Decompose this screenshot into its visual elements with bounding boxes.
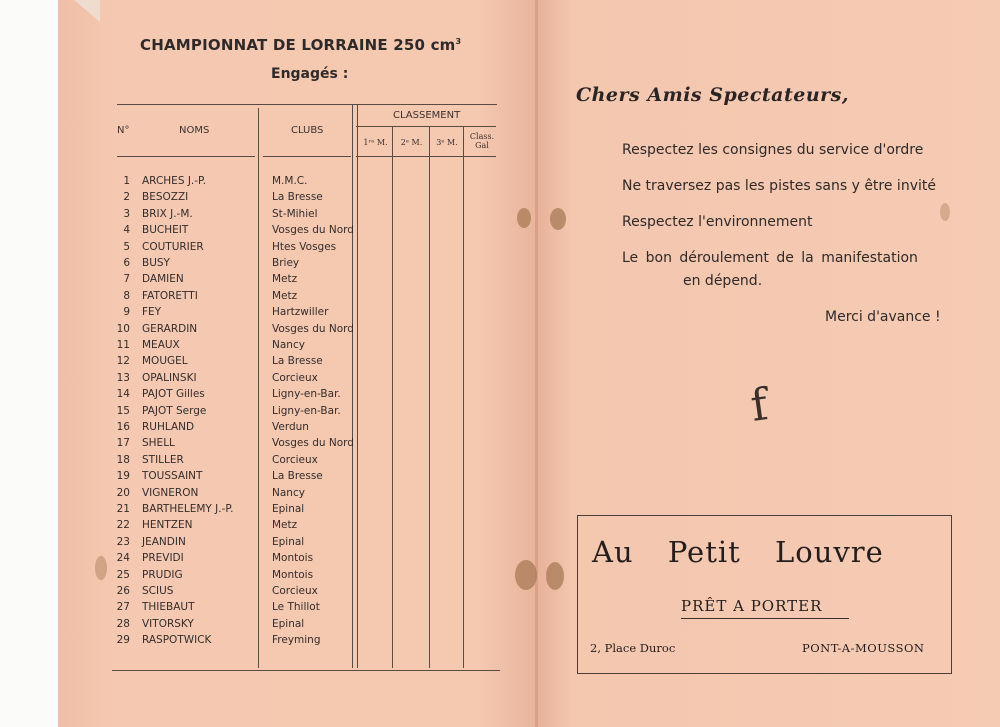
entrant-club: Montois xyxy=(272,552,314,565)
entrant-name: PRUDIG xyxy=(142,568,183,581)
entrant-name: COUTURIER xyxy=(142,240,204,253)
entrant-name: FATORETTI xyxy=(142,289,198,302)
entrant-number: 14 xyxy=(116,388,130,401)
header-rule xyxy=(356,156,496,157)
notice-line: Respectez les consignes du service d'ordre xyxy=(622,142,924,158)
entrant-number: 25 xyxy=(116,568,130,581)
shop-name: Au Petit Louvre xyxy=(592,535,884,569)
greeting: Chers Amis Spectateurs, xyxy=(576,84,849,106)
entrant-club: Vosges du Nord xyxy=(272,322,354,335)
entrant-number: 15 xyxy=(116,404,130,417)
entrant-number: 7 xyxy=(123,273,130,286)
entrant-name: PAJOT Gilles xyxy=(142,388,205,401)
entrant-club: Metz xyxy=(272,273,298,286)
table-top-rule xyxy=(117,104,497,105)
entrant-club: Corcieux xyxy=(272,371,318,384)
thanks-line: Merci d'avance ! xyxy=(825,309,941,325)
entrant-name: BRIX J.-M. xyxy=(142,207,193,220)
column-divider xyxy=(429,126,430,668)
entrant-club: Verdun xyxy=(272,421,309,433)
header-number: N° xyxy=(117,125,130,136)
shop-city: PONT-A-MOUSSON xyxy=(802,641,925,655)
header-clubs: CLUBS xyxy=(291,125,324,136)
folded-corner xyxy=(74,0,100,22)
staple-hole xyxy=(515,560,537,590)
entrant-club: La Bresse xyxy=(272,470,323,483)
entrant-number: 28 xyxy=(116,617,130,630)
entrant-number: 27 xyxy=(116,601,130,614)
entrant-club: Vosges du Nord xyxy=(272,437,354,450)
entrant-name: SCIUS xyxy=(142,585,174,597)
entrant-name: BUSY xyxy=(142,257,170,269)
handwritten-mark: f xyxy=(747,379,771,432)
column-divider xyxy=(463,126,464,668)
staple-hole xyxy=(546,562,564,590)
entrant-name: MOUGEL xyxy=(142,355,188,368)
entrant-name: THIEBAUT xyxy=(142,601,195,614)
entrant-number: 4 xyxy=(123,224,130,237)
entrants-heading: Engagés : xyxy=(271,66,349,82)
center-fold xyxy=(535,0,538,727)
entrant-name: SHELL xyxy=(142,437,175,450)
stain xyxy=(940,203,950,221)
header-rule xyxy=(263,156,351,157)
entrant-name: FEY xyxy=(142,306,162,319)
entrant-club: La Bresse xyxy=(272,191,323,204)
entrant-club: Le Thillot xyxy=(272,601,320,614)
column-divider xyxy=(357,104,358,668)
header-m1: 1ʳᵉ M. xyxy=(363,138,388,147)
entrant-number: 12 xyxy=(116,355,130,368)
entrant-name: HENTZEN xyxy=(142,519,193,532)
entrant-club: Ligny-en-Bar. xyxy=(272,388,341,401)
entrant-name: MEAUX xyxy=(142,339,180,351)
staple-hole xyxy=(517,208,531,228)
entrant-name: PREVIDI xyxy=(142,552,184,565)
entrant-club: Freyming xyxy=(272,634,321,647)
entrant-name: PAJOT Serge xyxy=(142,404,207,417)
entrant-number: 16 xyxy=(116,421,130,433)
staple-hole xyxy=(550,208,566,230)
header-m2: 2ᵉ M. xyxy=(400,138,423,147)
entrant-name: RUHLAND xyxy=(142,421,195,433)
entrant-name: JEANDIN xyxy=(142,535,186,548)
entrant-number: 29 xyxy=(116,634,130,647)
entrant-name: RASPOTWICK xyxy=(142,634,212,647)
entrant-name: VIGNERON xyxy=(142,486,199,499)
entrant-number: 1 xyxy=(123,175,130,187)
entrant-number: 18 xyxy=(116,453,130,466)
entrant-club: Htes Vosges xyxy=(272,240,337,253)
notice-line: Ne traversez pas les pistes sans y être invité xyxy=(622,178,936,194)
column-divider xyxy=(258,108,259,668)
entrant-club: St-Mihiel xyxy=(272,207,318,220)
entrant-club: Epinal xyxy=(272,535,305,548)
table-bottom-rule xyxy=(112,670,500,671)
entrant-club: Ligny-en-Bar. xyxy=(272,404,341,417)
entrant-number: 10 xyxy=(116,322,130,335)
shop-tagline: PRÊT A PORTER xyxy=(681,597,823,615)
entrant-number: 23 xyxy=(116,535,130,548)
entrant-number: 11 xyxy=(116,339,130,351)
entrant-club: M.M.C. xyxy=(272,175,308,187)
entrant-name: BUCHEIT xyxy=(142,224,189,237)
entrant-club: Briey xyxy=(272,257,300,269)
entrant-name: ARCHES J.-P. xyxy=(142,175,207,187)
entrant-number: 9 xyxy=(123,306,130,319)
entrant-name: VITORSKY xyxy=(142,617,194,630)
header-m3: 3ᵉ M. xyxy=(436,138,458,147)
entrant-number: 20 xyxy=(116,486,130,499)
header-classement: CLASSEMENT xyxy=(393,110,461,121)
entrant-club: Corcieux xyxy=(272,453,318,466)
column-divider xyxy=(392,126,393,668)
entrant-club: Epinal xyxy=(272,617,305,630)
entrant-number: 8 xyxy=(123,289,130,302)
entrant-name: TOUSSAINT xyxy=(142,470,203,483)
header-class-gal: Class. Gal xyxy=(469,132,495,150)
entrant-name: BARTHELEMY J.-P. xyxy=(142,503,234,515)
entrant-number: 13 xyxy=(116,371,130,384)
entrant-number: 2 xyxy=(123,191,130,204)
entrant-name: OPALINSKI xyxy=(142,371,197,384)
entrant-number: 22 xyxy=(116,519,130,532)
stain xyxy=(95,556,107,580)
entrant-number: 21 xyxy=(116,503,130,515)
classement-rule xyxy=(356,126,496,127)
entrant-club: Nancy xyxy=(272,339,305,351)
entrant-name: BESOZZI xyxy=(142,191,189,204)
shop-address: 2, Place Duroc xyxy=(590,641,676,655)
entrant-number: 26 xyxy=(116,585,130,597)
entrant-number: 24 xyxy=(116,552,130,565)
page-title: CHAMPIONNAT DE LORRAINE 250 $cm^3$ xyxy=(140,36,462,54)
entrant-name: GERARDIN xyxy=(142,322,198,335)
entrant-club: Montois xyxy=(272,568,314,581)
entrant-name: STILLER xyxy=(142,453,184,466)
entrant-club: Vosges du Nord xyxy=(272,224,354,237)
header-rule xyxy=(117,156,255,157)
header-names: NOMS xyxy=(179,125,210,136)
entrant-number: 3 xyxy=(123,207,130,220)
entrant-number: 6 xyxy=(123,257,130,269)
entrant-number: 5 xyxy=(123,240,130,253)
notice-line: Le bon déroulement de la manifestation xyxy=(622,250,918,266)
column-divider xyxy=(352,104,353,668)
entrant-name: DAMIEN xyxy=(142,273,184,286)
entrant-club: Epinal xyxy=(272,503,305,515)
tagline-underline xyxy=(681,618,849,619)
entrant-club: Metz xyxy=(272,289,298,302)
entrant-club: Metz xyxy=(272,519,298,532)
notice-line: Respectez l'environnement xyxy=(622,214,813,230)
entrant-number: 17 xyxy=(116,437,130,450)
notice-line: en dépend. xyxy=(683,273,763,289)
entrant-club: La Bresse xyxy=(272,355,323,368)
entrant-club: Corcieux xyxy=(272,585,318,597)
entrant-club: Hartzwiller xyxy=(272,306,329,319)
entrant-number: 19 xyxy=(116,470,130,483)
entrant-club: Nancy xyxy=(272,486,305,499)
